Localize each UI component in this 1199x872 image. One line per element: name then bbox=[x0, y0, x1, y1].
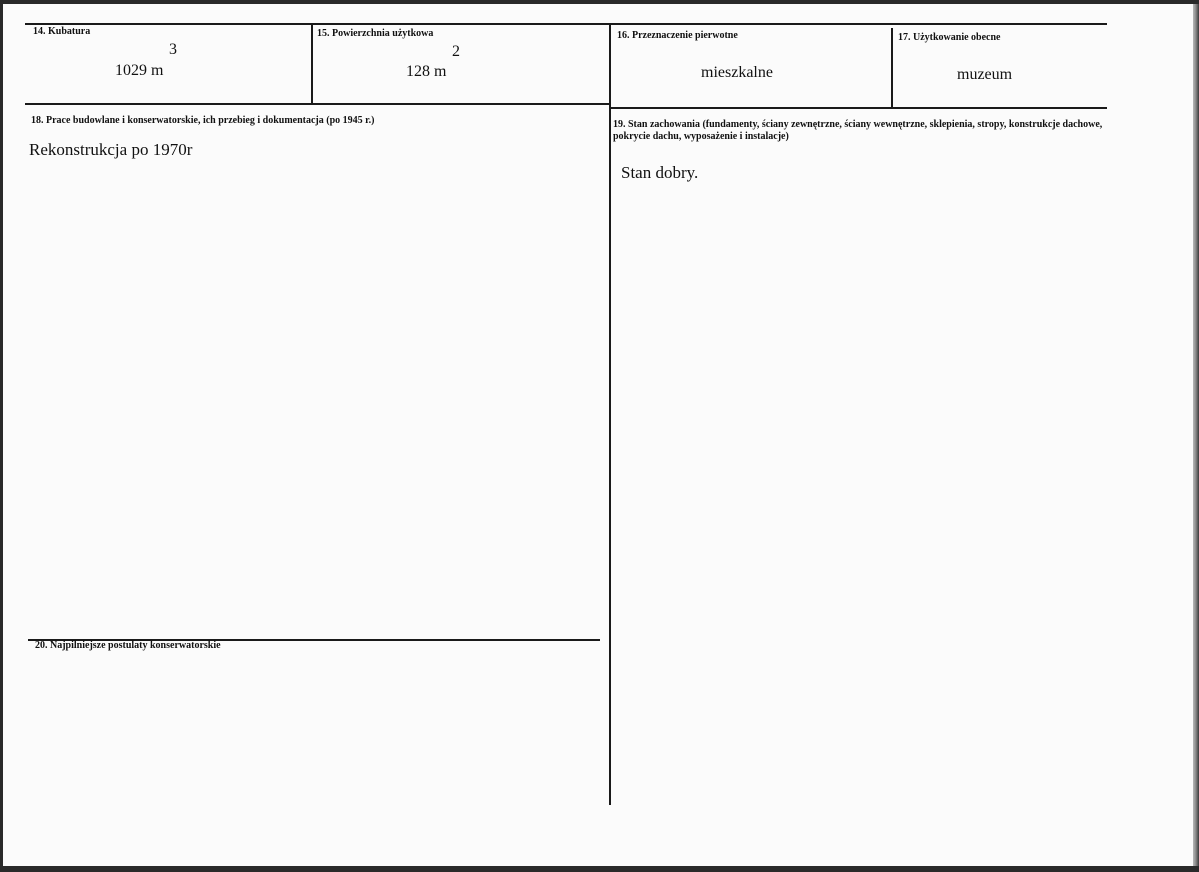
row1-bottom-left-rule bbox=[25, 103, 611, 105]
field-14-value: 1029 m bbox=[115, 62, 164, 79]
field-20-label: 20. Najpilniejsze postulaty konserwatorskie bbox=[35, 640, 221, 651]
field-16-label: 16. Przeznaczenie pierwotne bbox=[617, 30, 738, 41]
field-15-superscript: 2 bbox=[452, 43, 460, 60]
field-17-value: muzeum bbox=[957, 66, 1013, 83]
top-rule bbox=[25, 23, 1107, 25]
field-14-superscript: 3 bbox=[169, 41, 177, 58]
field-15-value: 128 m bbox=[406, 63, 447, 80]
field-15-label: 15. Powierzchnia użytkowa bbox=[317, 28, 434, 39]
field-18-value: Rekonstrukcja po 1970r bbox=[29, 140, 193, 159]
field-19-label: 19. Stan zachowania (fundamenty, ściany zewnętrzne, ściany wewnętrzne, sklepienia, stropy, konstrukcje dachowe, pokrycie dachu, wyposażenie i instalacje) bbox=[613, 119, 1103, 142]
field-18-label: 18. Prace budowlane i konserwatorskie, ich przebieg i dokumentacja (po 1945 r.) bbox=[31, 115, 375, 126]
divider-16-17 bbox=[891, 28, 893, 108]
main-vertical-divider bbox=[609, 23, 611, 805]
field-17-label: 17. Użytkowanie obecne bbox=[898, 32, 1001, 43]
field-16-value: mieszkalne bbox=[701, 64, 773, 81]
divider-14-15 bbox=[311, 23, 313, 105]
field-19-value: Stan dobry. bbox=[621, 163, 699, 182]
field-14-label: 14. Kubatura bbox=[33, 26, 91, 37]
row1-bottom-right-rule bbox=[609, 107, 1107, 109]
record-card-sheet bbox=[3, 4, 1193, 866]
